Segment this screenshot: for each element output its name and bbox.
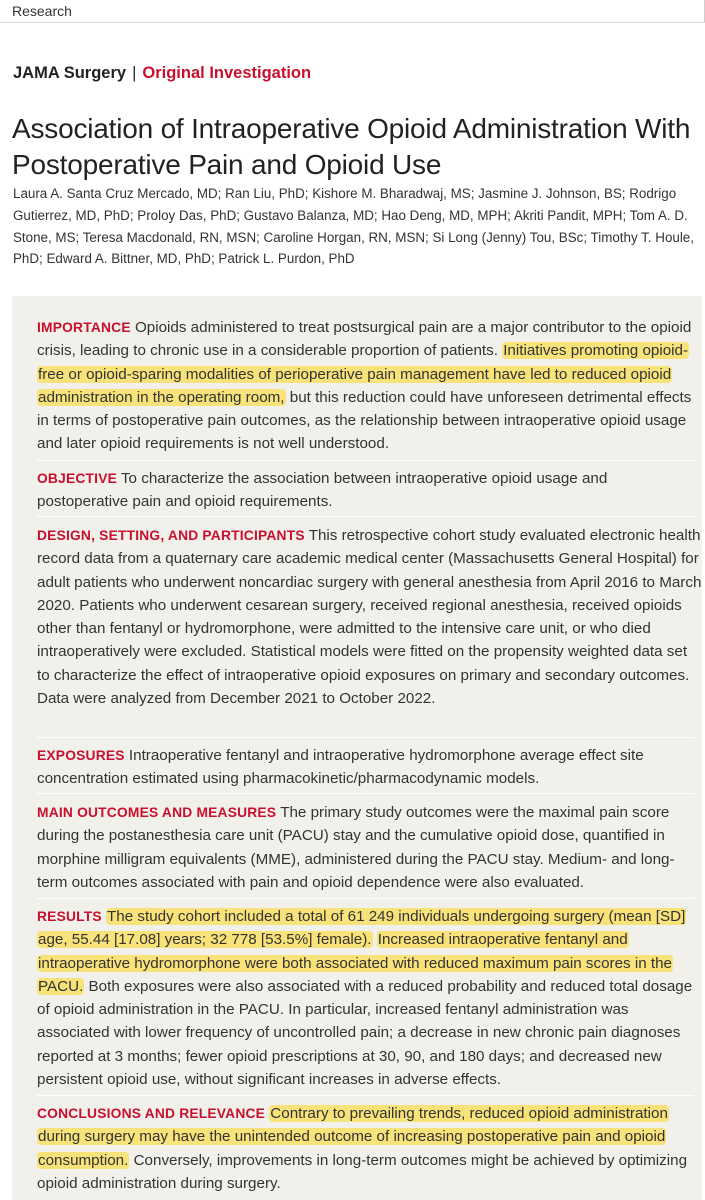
outcomes-text: The primary study outcomes were the maximal pain score during the postanesthesia care unit (PACU) stay and the cumulative opioid dose, quantified in morphine milligram equivalents (MME), administered during the PACU stay. Medium- and long-term outcomes associated with pain and opioid dependence were also evaluated. xyxy=(37,804,675,891)
outcomes-heading: MAIN OUTCOMES AND MEASURES xyxy=(37,805,277,820)
design-heading: DESIGN, SETTING, AND PARTICIPANTS xyxy=(37,528,305,543)
article-type[interactable]: Original Investigation xyxy=(142,64,312,82)
abstract-conclusions xyxy=(37,1102,702,1195)
abstract-importance xyxy=(37,316,702,456)
abstract-results xyxy=(37,905,702,1091)
exposures-text: Intraoperative fentanyl and intraoperative hydromorphone average effect site concentration estimated using pharmacokinetic/pharmacodynamic models. xyxy=(37,747,644,788)
journal-name[interactable]: JAMA Surgery xyxy=(13,64,127,82)
importance-heading: IMPORTANCE xyxy=(37,320,131,335)
abstract-objective xyxy=(37,467,702,514)
section-divider xyxy=(37,460,694,461)
conclusions-heading: CONCLUSIONS AND RELEVANCE xyxy=(37,1106,266,1121)
importance-highlight-1: Initiatives promoting opioid-free or opioid-sparing modalities of perioperative pain management have led to reduced opioid administration in the operating room, xyxy=(38,342,689,406)
design-text: This retrospective cohort study evaluated electronic health record data from a quaternary care academic medical center (Massachusetts General Hospital) for adult patients who underwent noncardiac surgery with general anesthesia from April 2016 to March 2020. Patients who underwent cesarean surgery, received regional anesthesia, received opioids other than fentanyl or hydromorphone, were admitted to the intensive care unit, or who died intraoperatively were excluded. Statistical models were fitted on the propensity weighted data set to characterize the effect of intraoperative opioid exposures on primary and secondary outcomes. Data were analyzed from December 2021 to October 2022. xyxy=(37,527,702,708)
article-title: Association of Intraoperative Opioid Administration With Postoperative Pain and Opioid Use xyxy=(12,112,691,180)
journal-line xyxy=(13,64,311,83)
importance-text-1: Opioids administered to treat postsurgical pain are a major contributor to the opioid crisis, leading to chronic use in a considerable proportion of patients. xyxy=(37,319,692,360)
results-highlight-2: Increased intraoperative fentanyl and intraoperative hydromorphone were both associated with reduced maximum pain scores in the PACU. xyxy=(38,931,672,995)
importance-text-2: but this reduction could have unforeseen detrimental effects in terms of postoperative pain outcomes, as the relationship between intraoperative opioid usage and later opioid requirements is not well understood. xyxy=(37,388,692,453)
journal-separator: | xyxy=(132,64,137,82)
abstract-box xyxy=(12,296,702,1200)
author-list: Laura A. Santa Cruz Mercado, MD; Ran Liu, PhD; Kishore M. Bharadwaj, MS; Jasmine J. Johnson, BS; Rodrigo Gutierrez, MD, PhD; Proloy Das, PhD; Gustavo Balanza, MD; Hao Deng, MD, MPH; Akriti Pandit, MPH; Tom A. D. Stone, MS; Teresa Macdonald, RN, MSN; Caroline Horgan, RN, MSN; Si Long (Jenny) Tou, BSc; Timothy T. Houle, PhD; Edward A. Bittner, MD, PhD; Patrick L. Purdon, PhD xyxy=(13,186,694,267)
section-divider xyxy=(37,1095,694,1096)
section-divider xyxy=(37,898,694,899)
abstract-outcomes xyxy=(37,801,702,894)
results-heading: RESULTS xyxy=(37,909,102,924)
objective-heading: OBJECTIVE xyxy=(37,471,118,486)
abstract-exposures xyxy=(37,744,702,791)
section-divider xyxy=(37,737,694,738)
section-divider xyxy=(37,516,694,517)
conclusions-highlight-1: Contrary to prevailing trends, reduced opioid administration during surgery may have the unintended outcome of increasing postoperative pain and opioid consumption. xyxy=(38,1105,668,1169)
exposures-heading: EXPOSURES xyxy=(37,748,125,763)
conclusions-text: Conversely, improvements in long-term outcomes might be achieved by optimizing opioid administration during surgery. xyxy=(37,1151,688,1192)
objective-text: To characterize the association between intraoperative opioid usage and postoperative pain and opioid requirements. xyxy=(37,470,608,511)
section-divider xyxy=(37,793,694,794)
section-label: Research xyxy=(12,3,72,19)
top-bar xyxy=(0,0,705,23)
results-text: Both exposures were also associated with a reduced probability and reduced total dosage of opioid administration in the PACU. In particular, increased fentanyl administration was associated with lower frequency of uncontrolled pain; a decrease in new chronic pain diagnoses reported at 3 months; fewer opioid prescriptions at 30, 90, and 180 days; and decreased new persistent opioid use, without significant increases in adverse effects. xyxy=(37,977,693,1089)
abstract-design xyxy=(37,524,702,710)
results-highlight-1: The study cohort included a total of 61 249 individuals undergoing surgery (mean [SD] age, 55.44 [17.08] years; 32 778 [53.5%] female). xyxy=(38,908,686,949)
